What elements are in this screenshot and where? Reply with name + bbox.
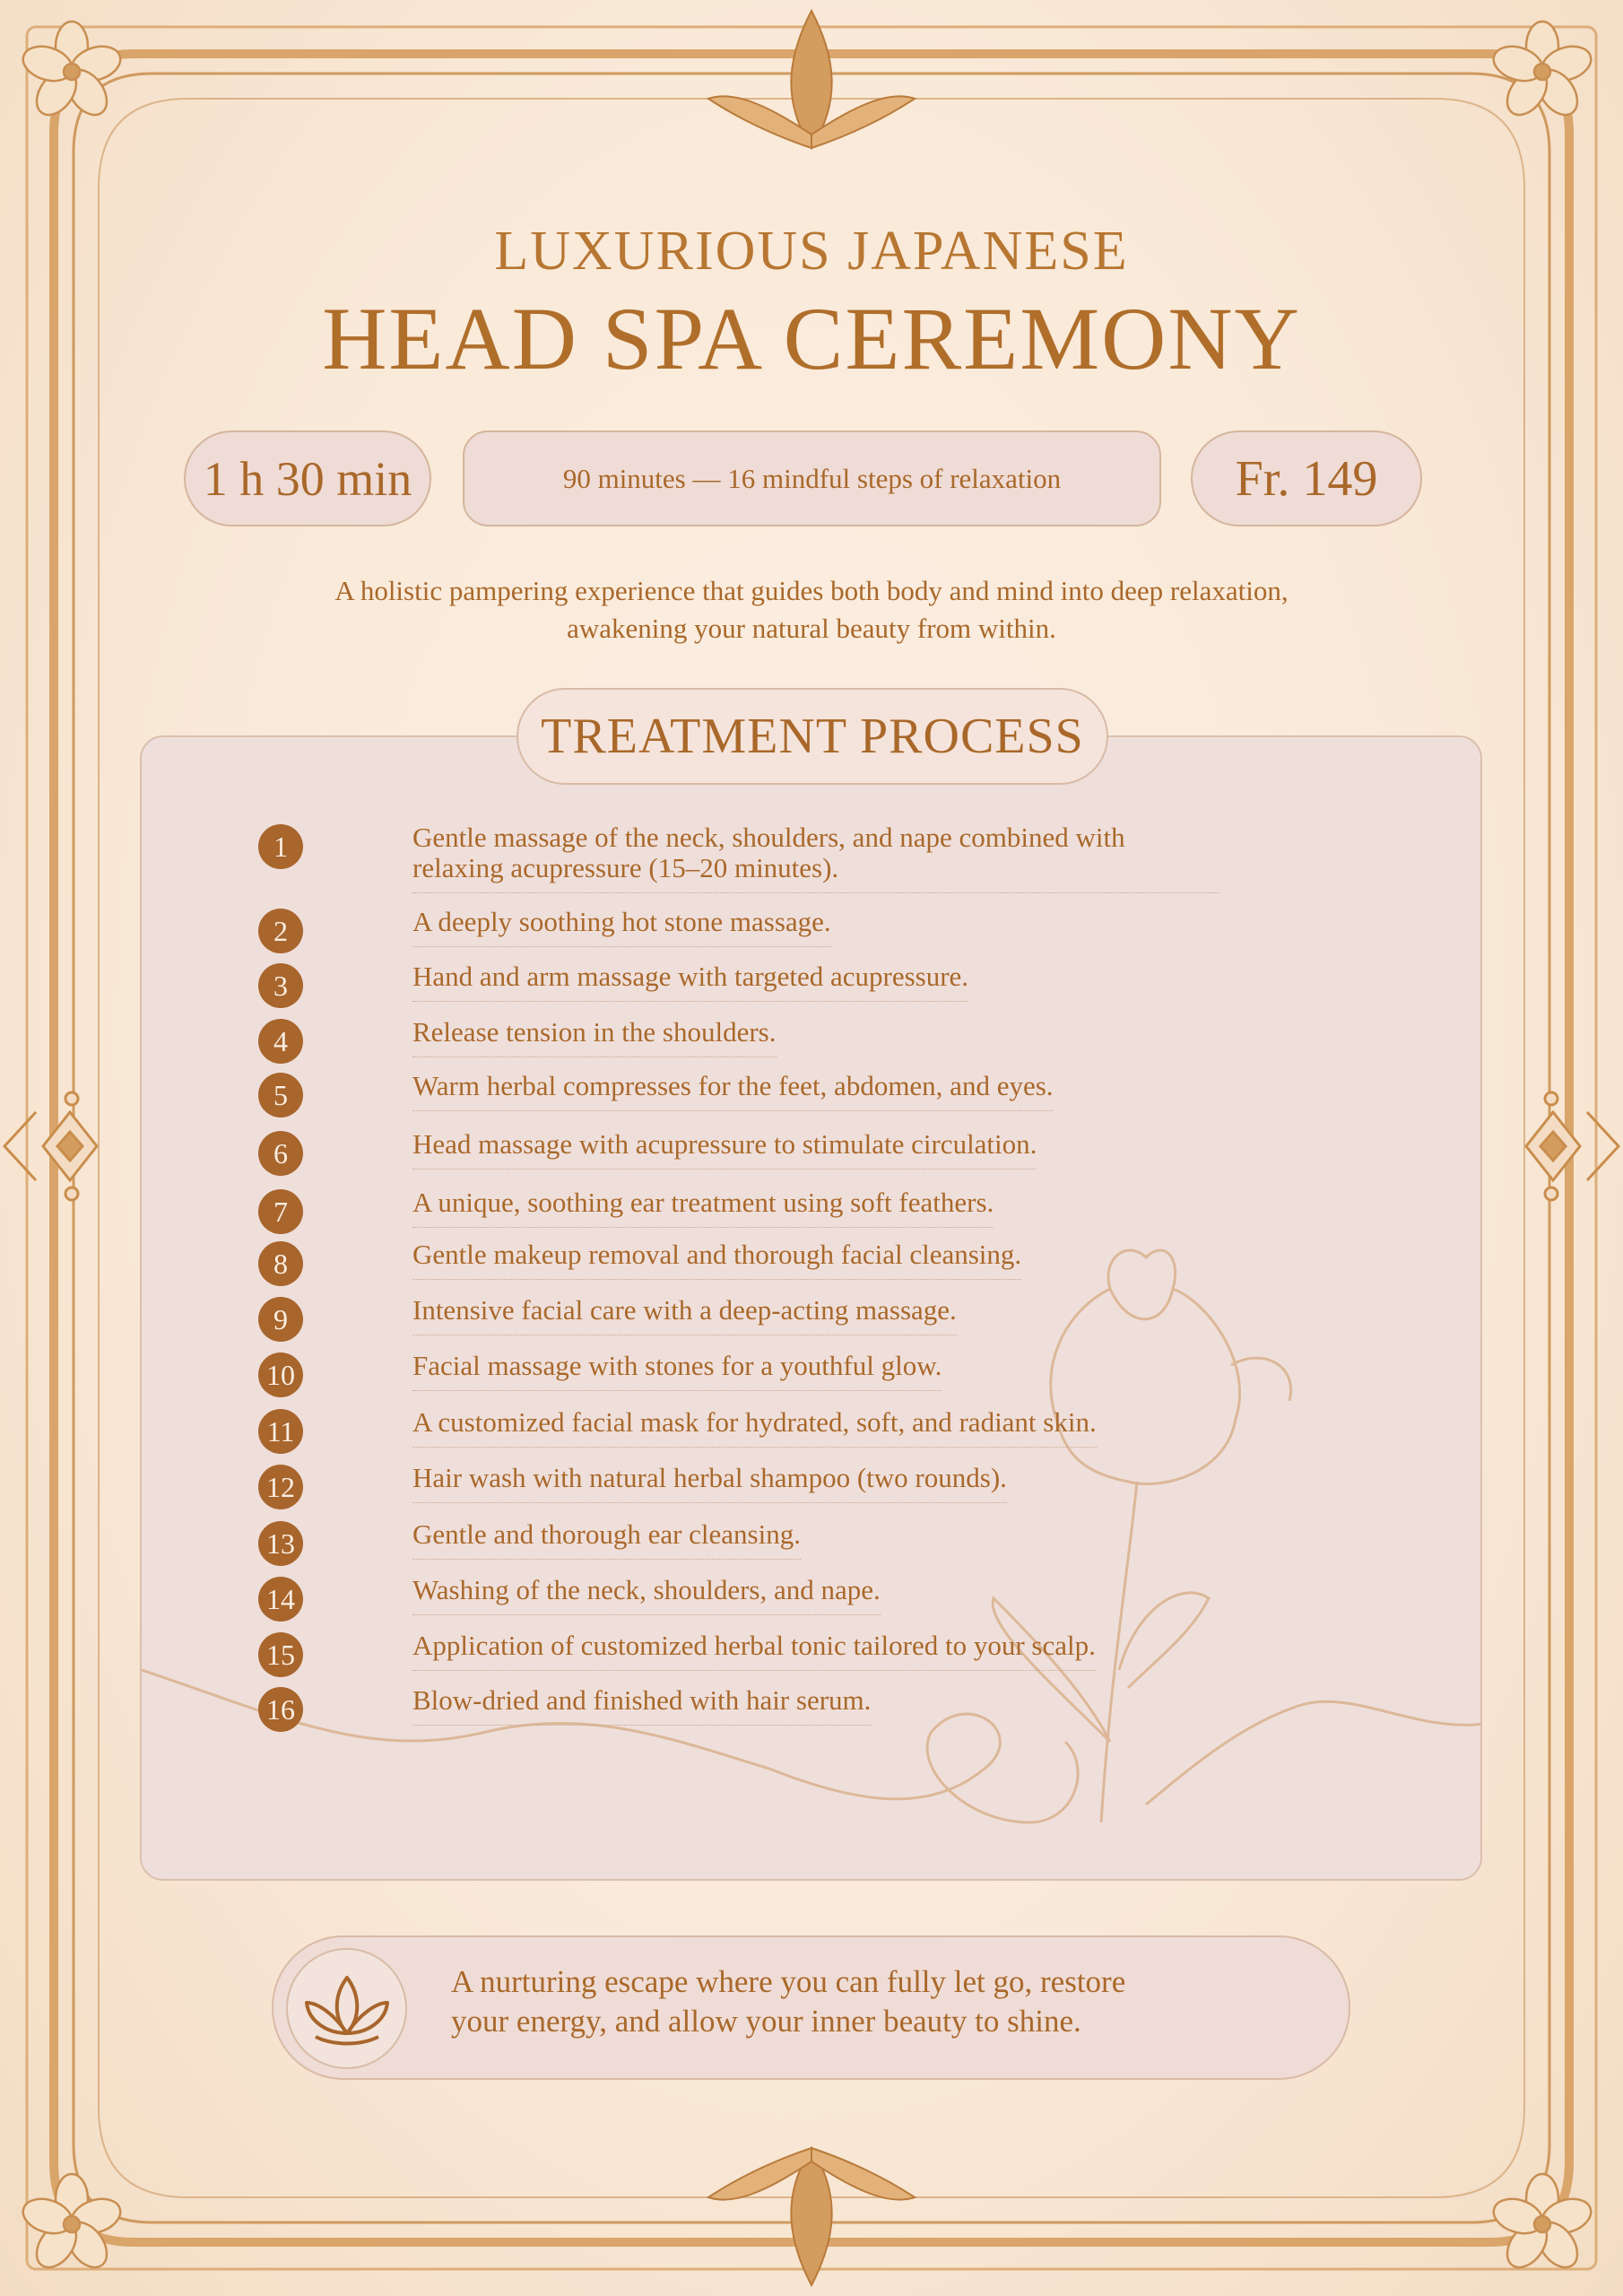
title-subtitle: LUXURIOUS JAPANESE	[494, 221, 1129, 282]
step-number: 15	[258, 1632, 303, 1677]
step-text: Warm herbal compresses for the feet, abdomen, and eyes.	[412, 1071, 1054, 1111]
top-ornament-icon	[708, 11, 915, 148]
treatment-step	[258, 1294, 957, 1342]
treatment-step	[258, 1070, 1054, 1118]
section-heading: TREATMENT PROCESS	[516, 688, 1108, 785]
step-text: A unique, soothing ear treatment using soft feathers.	[412, 1187, 994, 1228]
info-badge: 90 minutes — 16 mindful steps of relaxation	[463, 430, 1161, 526]
treatment-step	[258, 1630, 1096, 1677]
treatment-step	[258, 1350, 942, 1397]
step-number: 14	[258, 1577, 303, 1622]
step-text: Intensive facial care with a deep-acting massage.	[412, 1295, 957, 1335]
step-number: 10	[258, 1352, 303, 1397]
intro-line: A holistic pampering experience that guides both body and mind into deep relaxation,	[334, 575, 1289, 606]
intro-line: awakening your natural beauty from within.	[567, 613, 1056, 644]
treatment-step	[258, 822, 1125, 883]
step-number: 3	[258, 963, 303, 1008]
treatment-step	[258, 1239, 1022, 1286]
step-text: Gentle and thorough ear cleansing.	[412, 1519, 801, 1560]
closing-line: A nurturing escape where you can fully let go, restore	[451, 1964, 1126, 1999]
page-title: HEAD SPA CEREMONY	[322, 289, 1301, 388]
treatment-step	[258, 1016, 777, 1064]
step-number: 7	[258, 1189, 303, 1234]
treatment-step	[258, 1187, 994, 1234]
step-text: Washing of the neck, shoulders, and nape.	[412, 1575, 881, 1615]
step-text: Head massage with acupressure to stimulate circulation.	[412, 1129, 1037, 1170]
lotus-badge	[286, 1948, 407, 2069]
step-number: 6	[258, 1131, 303, 1176]
step-text: Gentle massage of the neck, shoulders, and nape combined with relaxing acupressure (15–20 minutes).	[412, 822, 1219, 893]
treatment-step	[258, 1128, 1037, 1176]
lotus-icon	[298, 1969, 396, 2049]
treatment-step	[258, 1462, 1007, 1509]
step-text: A deeply soothing hot stone massage.	[412, 907, 831, 947]
step-text: Hair wash with natural herbal shampoo (two rounds).	[412, 1463, 1007, 1503]
step-number: 16	[258, 1687, 303, 1732]
step-number: 2	[258, 909, 303, 953]
step-number: 5	[258, 1073, 303, 1118]
bottom-ornament-icon	[708, 2148, 915, 2285]
closing-line: your energy, and allow your inner beauty to shine.	[451, 2004, 1081, 2039]
step-number: 12	[258, 1465, 303, 1509]
closing-text	[451, 1962, 1258, 2041]
step-number: 4	[258, 1019, 303, 1064]
treatment-step	[258, 906, 831, 953]
step-number: 1	[258, 824, 303, 869]
step-text: Release tension in the shoulders.	[412, 1017, 777, 1057]
treatment-step	[258, 1518, 801, 1566]
duration-badge: 1 h 30 min	[184, 430, 431, 526]
step-text: Facial massage with stones for a youthful glow.	[412, 1351, 942, 1391]
step-number: 13	[258, 1521, 303, 1566]
step-number: 9	[258, 1297, 303, 1342]
treatment-step	[258, 1684, 872, 1732]
intro-text	[179, 572, 1444, 648]
step-text: Application of customized herbal tonic tailored to your scalp.	[412, 1631, 1096, 1671]
treatment-step	[258, 1406, 1097, 1454]
step-text: Gentle makeup removal and thorough facial cleansing.	[412, 1239, 1021, 1280]
price-badge: Fr. 149	[1191, 430, 1422, 526]
step-text: Blow-dried and finished with hair serum.	[412, 1685, 871, 1726]
step-number: 11	[258, 1409, 303, 1454]
step-text: Hand and arm massage with targeted acupressure.	[412, 961, 968, 1002]
treatment-step	[258, 1574, 881, 1622]
step-number: 8	[258, 1241, 303, 1286]
closing-message	[272, 1935, 1350, 2080]
treatment-step	[258, 961, 969, 1008]
step-text: A customized facial mask for hydrated, soft, and radiant skin.	[412, 1407, 1097, 1448]
